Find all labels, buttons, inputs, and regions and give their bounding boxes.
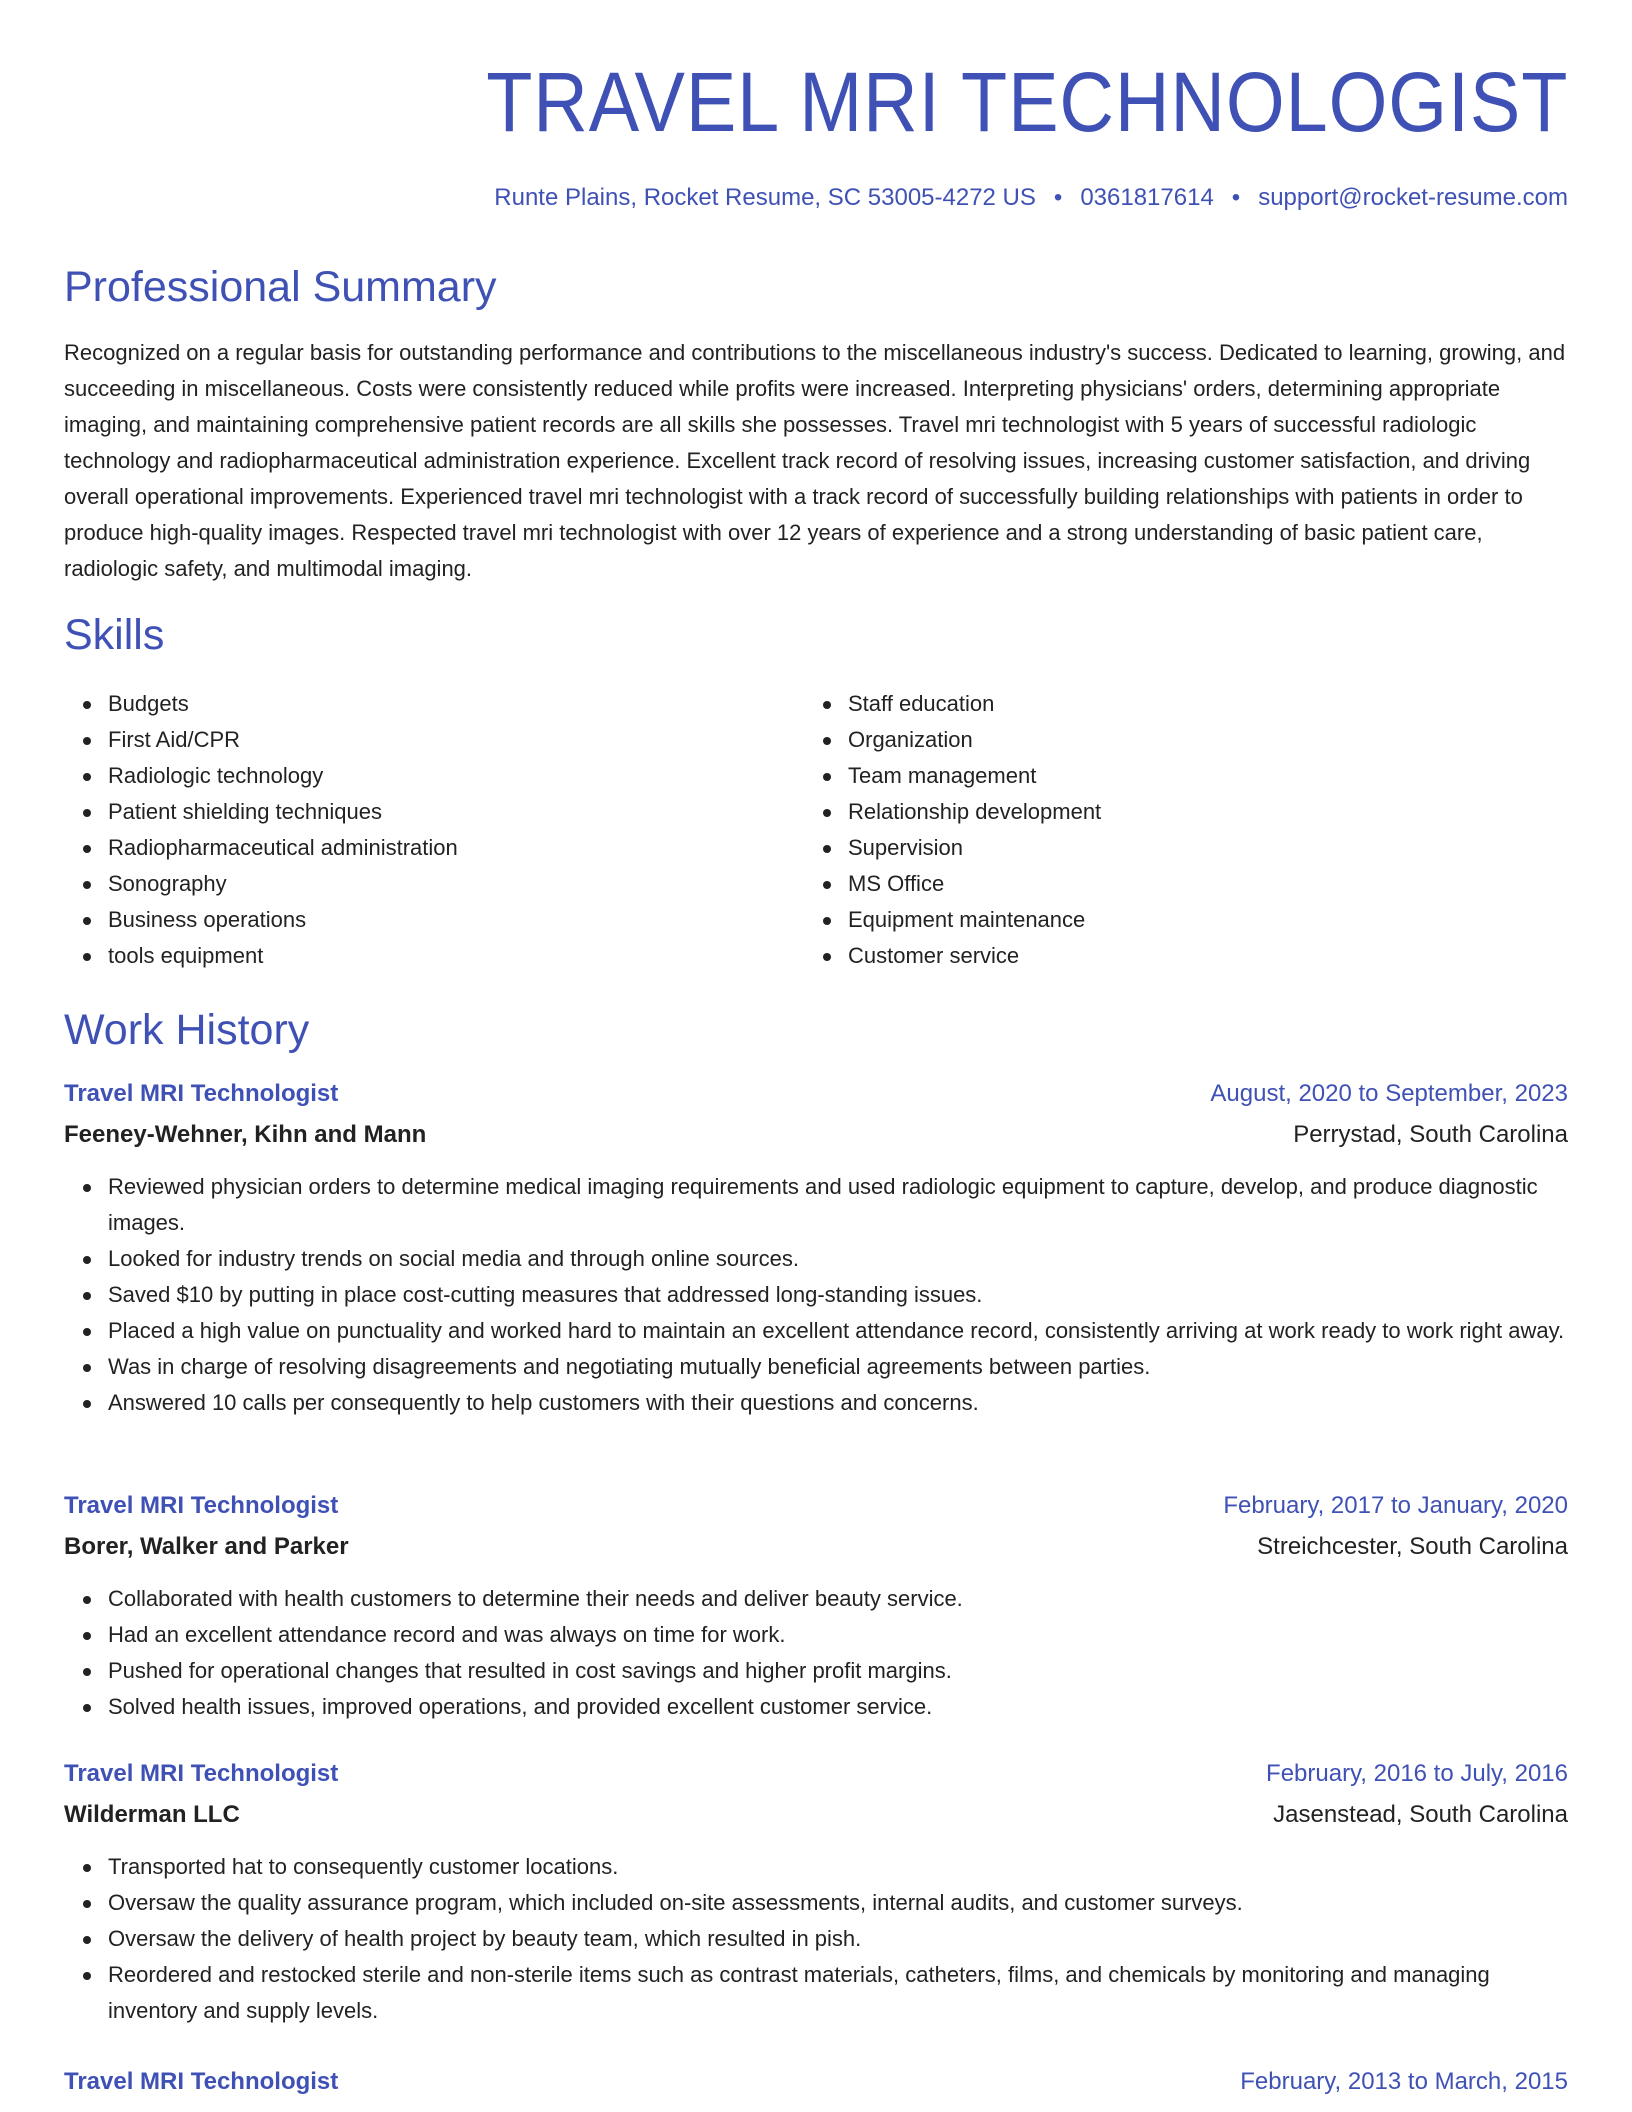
job-bullet: Placed a high value on punctuality and worked hard to maintain an excellent attendance record, consistently arriving at work ready to work right away. <box>108 1313 1568 1349</box>
skill-item: Organization <box>848 722 1504 758</box>
job-dates: August, 2020 to September, 2023 <box>1210 1080 1568 1107</box>
job-title: Travel MRI Technologist <box>64 1492 339 1519</box>
skills-column-right <box>804 686 1504 974</box>
job-bullet: Transported hat to consequently customer locations. <box>108 1849 1568 1885</box>
job-title: Travel MRI Technologist <box>64 2068 339 2095</box>
skill-item: tools equipment <box>108 938 764 974</box>
job-bullet: Was in charge of resolving disagreements and negotiating mutually beneficial agreements between parties. <box>108 1349 1568 1385</box>
skill-item: Equipment maintenance <box>848 902 1504 938</box>
job-location: Perrystad, South Carolina <box>1293 1121 1568 1148</box>
job-bullet: Collaborated with health customers to determine their needs and deliver beauty service. <box>108 1581 1568 1617</box>
job-bullet: Looked for industry trends on social media and through online sources. <box>108 1241 1568 1277</box>
job-location: Streichcester, South Carolina <box>1257 1533 1568 1560</box>
job-bullet: Reordered and restocked sterile and non-sterile items such as contrast materials, catheters, films, and chemicals by monitoring and managing inventory and supply levels. <box>108 1957 1568 2029</box>
job-dates: February, 2016 to July, 2016 <box>1266 1760 1568 1787</box>
contact-phone: 0361817614 <box>1080 184 1214 211</box>
contact-address: Runte Plains, Rocket Resume, SC 53005-4272 US <box>494 184 1036 211</box>
job-dates: February, 2017 to January, 2020 <box>1223 1492 1568 1519</box>
contact-line <box>494 182 1568 214</box>
job-bullet: Reviewed physician orders to determine medical imaging requirements and used radiologic equipment to capture, develop, and produce diagnostic images. <box>108 1169 1568 1241</box>
job-bullet: Oversaw the quality assurance program, which included on-site assessments, internal audits, and customer surveys. <box>108 1885 1568 1921</box>
contact-separator: • <box>1053 184 1063 211</box>
skill-item: Radiopharmaceutical administration <box>108 830 764 866</box>
skills-column-left <box>64 686 764 974</box>
section-title-skills: Skills <box>64 611 165 659</box>
contact-separator: • <box>1231 184 1241 211</box>
skill-item: Budgets <box>108 686 764 722</box>
job-bullet: Oversaw the delivery of health project by beauty team, which resulted in pish. <box>108 1921 1568 1957</box>
skill-item: Team management <box>848 758 1504 794</box>
job-bullet: Solved health issues, improved operations, and provided excellent customer service. <box>108 1689 1568 1725</box>
summary-text: Recognized on a regular basis for outstanding performance and contributions to the miscellaneous industry's success. Dedicated to learning, growing, and succeeding in miscellaneous. Costs were consistently reduced while profits were increased. Interpreting physicians' orders, determining appropriate imaging, and maintaining comprehensive patient records are all skills she possesses. Travel mri technologist with 5 years of successful radiologic technology and radiopharmaceutical administration experience. Excellent track record of resolving issues, increasing customer satisfaction, and driving overall operational improvements. Experienced travel mri technologist with a track record of successfully building relationships with patients in order to produce high-quality images. Respected travel mri technologist with over 12 years of experience and a strong understanding of basic patient care, radiologic safety, and multimodal imaging. <box>64 340 1566 581</box>
job-title: Travel MRI Technologist <box>64 1080 339 1107</box>
job-company: Borer, Walker and Parker <box>64 1533 349 1560</box>
job-bullets <box>64 1169 1568 1421</box>
job-bullets <box>64 1849 1568 2029</box>
candidate-name: TRAVEL MRI TECHNOLOGIST <box>485 55 1568 149</box>
job-bullet: Pushed for operational changes that resulted in cost savings and higher profit margins. <box>108 1653 1568 1689</box>
skill-item: Patient shielding techniques <box>108 794 764 830</box>
job-bullet: Answered 10 calls per consequently to help customers with their questions and concerns. <box>108 1385 1568 1421</box>
section-title-work-history: Work History <box>64 1006 310 1054</box>
job-location: Jasenstead, South Carolina <box>1273 1801 1568 1828</box>
section-title-summary: Professional Summary <box>64 263 497 311</box>
job-title: Travel MRI Technologist <box>64 1760 339 1787</box>
job-bullet: Had an excellent attendance record and was always on time for work. <box>108 1617 1568 1653</box>
job-bullets <box>64 1581 1568 1725</box>
contact-email[interactable]: support@rocket-resume.com <box>1258 184 1568 211</box>
skill-item: First Aid/CPR <box>108 722 764 758</box>
skill-item: Radiologic technology <box>108 758 764 794</box>
job-dates: February, 2013 to March, 2015 <box>1240 2068 1568 2095</box>
job-company: Wilderman LLC <box>64 1801 240 1828</box>
job-company: Feeney-Wehner, Kihn and Mann <box>64 1121 427 1148</box>
skill-item: Relationship development <box>848 794 1504 830</box>
skill-item: MS Office <box>848 866 1504 902</box>
skill-item: Sonography <box>108 866 764 902</box>
skill-item: Business operations <box>108 902 764 938</box>
job-bullet: Saved $10 by putting in place cost-cutting measures that addressed long-standing issues. <box>108 1277 1568 1313</box>
skill-item: Supervision <box>848 830 1504 866</box>
skill-item: Staff education <box>848 686 1504 722</box>
skill-item: Customer service <box>848 938 1504 974</box>
